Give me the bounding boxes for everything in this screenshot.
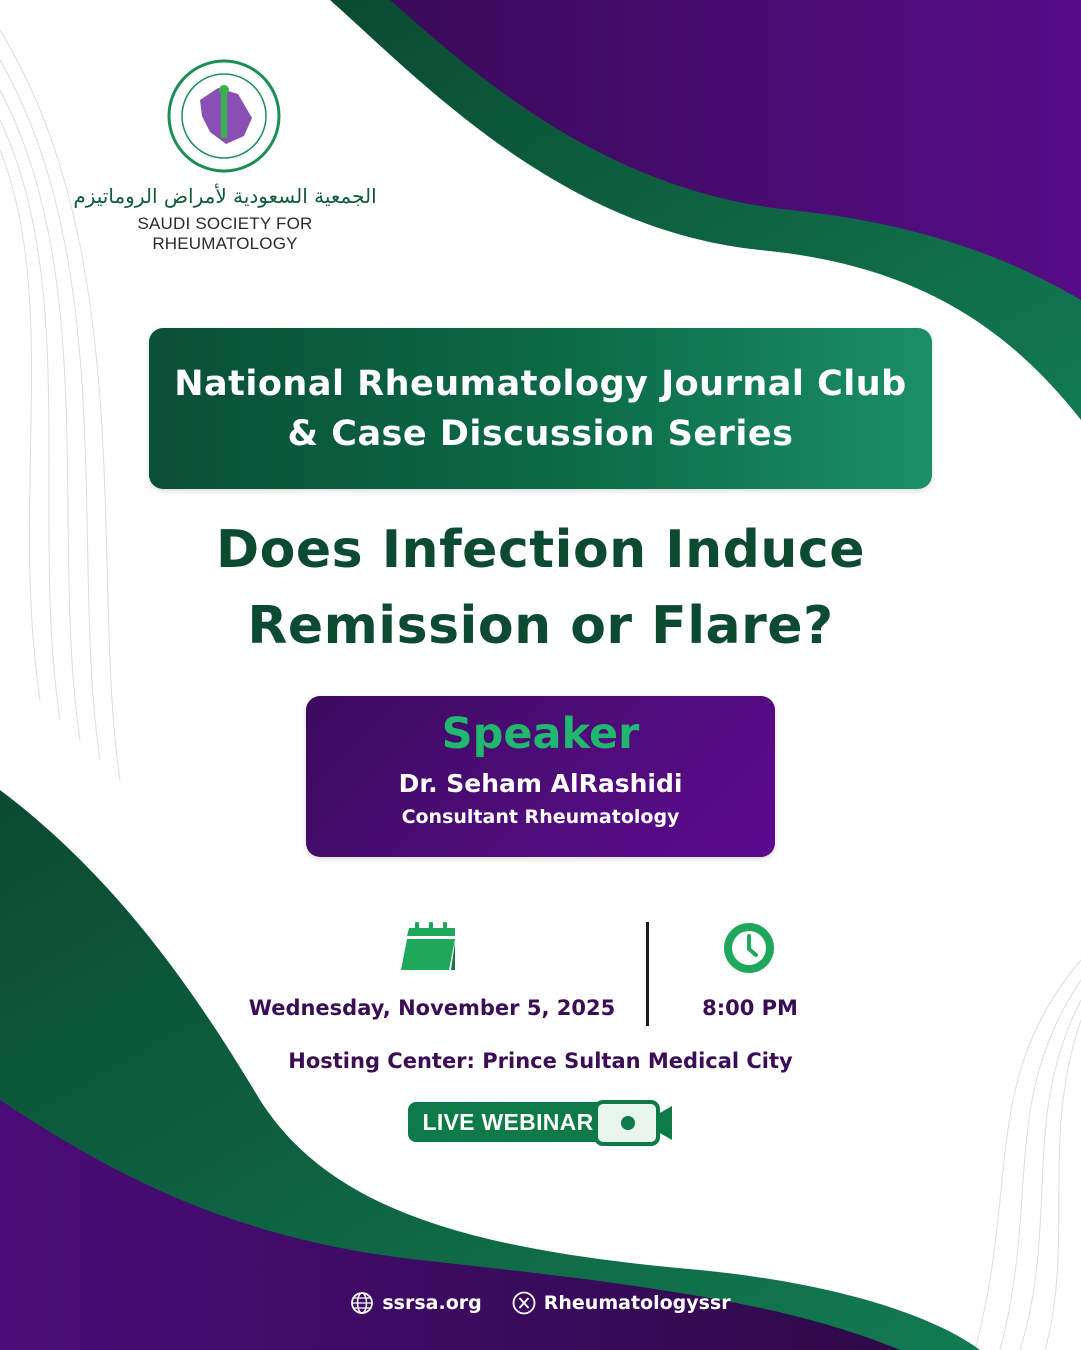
website-text: ssrsa.org xyxy=(382,1292,482,1314)
topic-line1: Does Infection Induce xyxy=(215,520,866,580)
video-camera-icon xyxy=(594,1100,674,1146)
social-link[interactable] xyxy=(512,1291,731,1315)
ssr-seal-icon xyxy=(166,58,282,174)
globe-icon xyxy=(350,1291,374,1315)
event-time: 8:00 PM xyxy=(702,996,798,1020)
series-title-line1: National Rheumatology Journal Club xyxy=(174,363,907,404)
line-pattern-left xyxy=(0,30,120,780)
series-title-box xyxy=(149,328,932,489)
clock-icon xyxy=(723,922,775,974)
footer-links xyxy=(300,1288,781,1318)
hosting-center: Hosting Center: Prince Sultan Medical City xyxy=(288,1049,793,1073)
live-webinar-badge xyxy=(408,1100,674,1146)
topic-line2: Remission or Flare? xyxy=(247,596,834,656)
series-title-line2: & Case Discussion Series xyxy=(287,413,794,454)
speaker-box xyxy=(306,696,775,857)
organization-name-english: SAUDI SOCIETY FOR RHEUMATOLOGY xyxy=(137,214,313,253)
social-handle: Rheumatologyssr xyxy=(543,1292,731,1314)
organization-name-arabic: الجمعية السعودية لأمراض الروماتيزم xyxy=(73,184,377,208)
website-link[interactable] xyxy=(350,1291,481,1315)
speaker-name: Dr. Seham AlRashidi xyxy=(398,769,683,798)
speaker-heading: Speaker xyxy=(441,709,640,759)
topic-title xyxy=(90,512,991,664)
x-logo-icon xyxy=(512,1291,536,1315)
live-webinar-label: LIVE WEBINAR xyxy=(408,1102,608,1142)
date-time-divider xyxy=(646,922,649,1026)
calendar-icon xyxy=(399,922,457,974)
speaker-role: Consultant Rheumatology xyxy=(401,806,680,828)
event-date: Wednesday, November 5, 2025 xyxy=(248,996,616,1020)
line-pattern-right xyxy=(975,960,1081,1350)
